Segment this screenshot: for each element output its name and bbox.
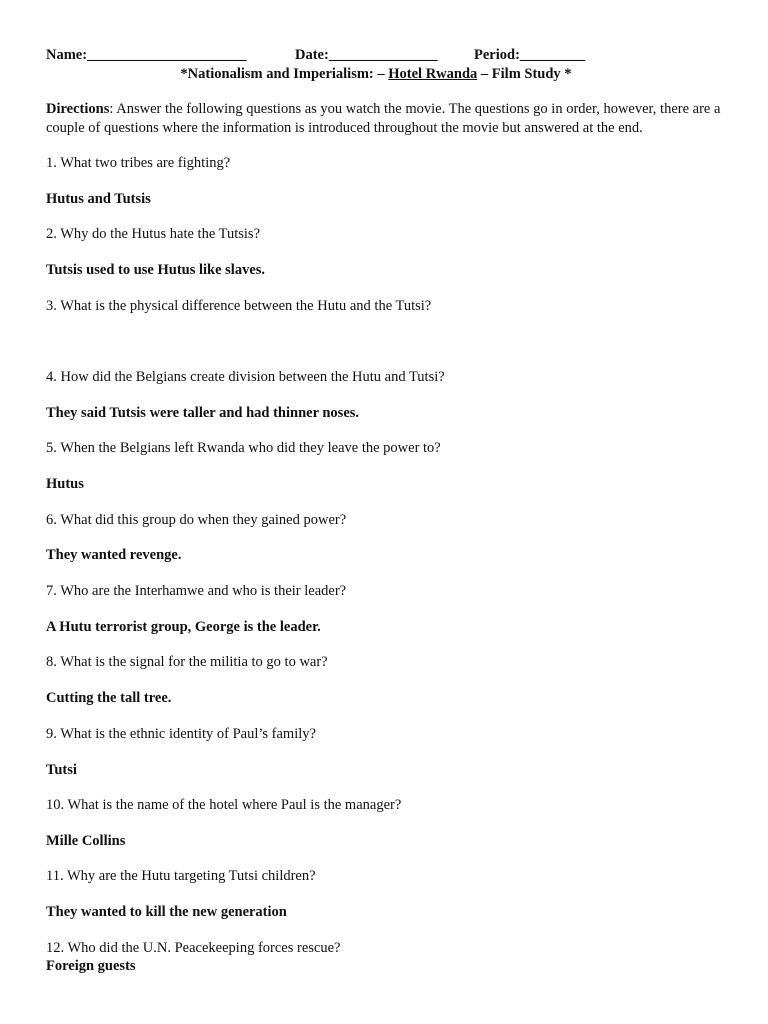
question-10: 10. What is the name of the hotel where Paul is the manager? — [46, 797, 402, 813]
date-field-label: Date:_______________ — [295, 47, 438, 63]
directions-label: Directions — [46, 101, 110, 117]
question-6: 6. What did this group do when they gained power? — [46, 512, 347, 528]
answer-6: They wanted revenge. — [46, 547, 182, 563]
answer-10: Mille Collins — [46, 833, 126, 849]
question-2: 2. Why do the Hutus hate the Tutsis? — [46, 226, 261, 242]
question-3: 3. What is the physical difference between the Hutu and the Tutsi? — [46, 298, 432, 314]
question-12: 12. Who did the U.N. Peacekeeping forces rescue? — [46, 940, 341, 956]
answer-2: Tutsis used to use Hutus like slaves. — [46, 262, 266, 278]
page-title — [46, 66, 706, 83]
header-row — [46, 47, 726, 67]
title-prefix: *Nationalism and Imperialism: – — [180, 66, 389, 82]
period-field-label: Period:_________ — [474, 47, 586, 63]
answer-4: They said Tutsis were taller and had thinner noses. — [46, 405, 360, 421]
question-4: 4. How did the Belgians create division between the Hutu and Tutsi? — [46, 369, 445, 385]
answer-5: Hutus — [46, 476, 84, 492]
question-9: 9. What is the ethnic identity of Paul’s family? — [46, 726, 316, 742]
question-7: 7. Who are the Interhamwe and who is their leader? — [46, 583, 347, 599]
answer-12: Foreign guests — [46, 958, 136, 974]
directions-text: : Answer the following questions as you watch the movie. The questions go in order, however, there are a couple of questions where the information is introduced throughout the movie but answered at the end. — [46, 101, 721, 136]
answer-11: They wanted to kill the new generation — [46, 904, 287, 920]
question-1: 1. What two tribes are fighting? — [46, 155, 231, 171]
name-field-label: Name:______________________ — [46, 47, 247, 63]
directions-paragraph — [46, 100, 736, 138]
answer-9: Tutsi — [46, 762, 77, 778]
question-8: 8. What is the signal for the militia to go to war? — [46, 654, 328, 670]
title-suffix: – Film Study * — [477, 66, 572, 82]
film-title: Hotel Rwanda — [388, 66, 478, 82]
question-5: 5. When the Belgians left Rwanda who did they leave the power to? — [46, 440, 441, 456]
question-11: 11. Why are the Hutu targeting Tutsi children? — [46, 868, 316, 884]
answer-7: A Hutu terrorist group, George is the leader. — [46, 619, 321, 635]
answer-8: Cutting the tall tree. — [46, 690, 172, 706]
answer-1: Hutus and Tutsis — [46, 191, 151, 207]
